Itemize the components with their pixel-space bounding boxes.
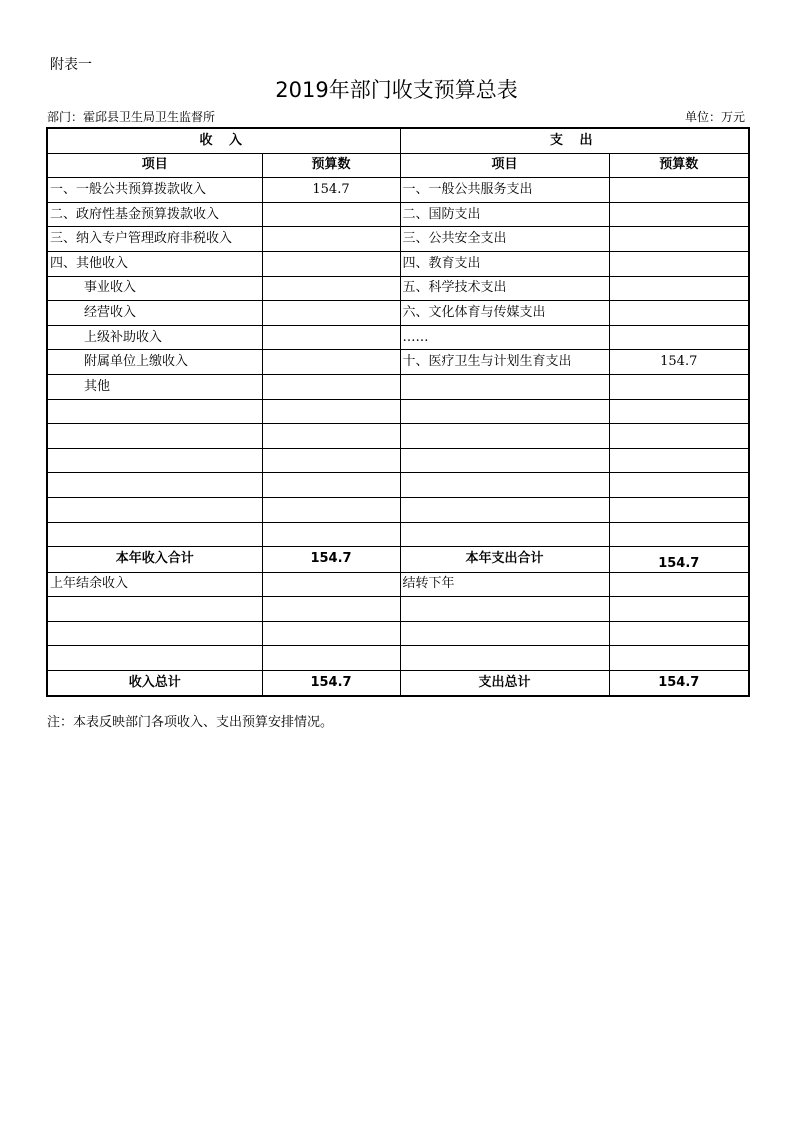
expense-amount-cell <box>609 374 749 399</box>
expense-amount-cell <box>609 424 749 449</box>
expense-amount-cell <box>609 522 749 547</box>
income-item-cell: 一、一般公共预算拨款收入 <box>47 178 262 203</box>
attachment-label: 附表一 <box>50 57 92 73</box>
income-amount-cell <box>262 227 400 252</box>
expense-amount-cell <box>609 497 749 522</box>
table-row <box>47 202 749 227</box>
income-amount-cell <box>262 276 400 301</box>
expense-item-cell <box>400 621 609 646</box>
expense-item-header: 项目 <box>400 153 609 178</box>
expense-amount-cell <box>609 202 749 227</box>
expense-amount-cell: 154.7 <box>609 671 749 696</box>
table-row <box>47 276 749 301</box>
income-item-cell <box>47 646 262 671</box>
expense-amount-cell <box>609 276 749 301</box>
income-item-cell: 上级补助收入 <box>47 325 262 350</box>
income-amount-cell <box>262 621 400 646</box>
income-amount-cell <box>262 374 400 399</box>
table-row <box>47 301 749 326</box>
table-row <box>47 621 749 646</box>
total-row <box>47 547 749 573</box>
table-row <box>47 399 749 424</box>
income-item-cell <box>47 522 262 547</box>
table-row <box>47 424 749 449</box>
income-amount-cell <box>262 448 400 473</box>
expense-amount-cell <box>609 621 749 646</box>
expense-item-cell: 六、文化体育与传媒支出 <box>400 301 609 326</box>
income-item-cell <box>47 473 262 498</box>
expense-amount-header: 预算数 <box>609 153 749 178</box>
unit-label: 单位：万元 <box>684 110 745 124</box>
table-row <box>47 227 749 252</box>
income-item-cell <box>47 497 262 522</box>
expense-item-cell <box>400 597 609 622</box>
income-amount-cell <box>262 597 400 622</box>
expense-amount-cell <box>609 473 749 498</box>
income-item-header: 项目 <box>47 153 262 178</box>
income-item-cell <box>47 621 262 646</box>
expense-amount-cell <box>609 646 749 671</box>
expense-item-cell: 结转下年 <box>400 572 609 597</box>
expense-item-cell <box>400 497 609 522</box>
income-item-cell: 四、其他收入 <box>47 251 262 276</box>
income-amount-cell: 154.7 <box>262 178 400 203</box>
income-amount-cell: 154.7 <box>262 547 400 573</box>
table-row <box>47 325 749 350</box>
expense-item-cell <box>400 399 609 424</box>
income-amount-cell <box>262 399 400 424</box>
income-item-cell <box>47 448 262 473</box>
income-amount-cell <box>262 572 400 597</box>
expense-item-cell: …… <box>400 325 609 350</box>
income-amount-cell <box>262 646 400 671</box>
footnote: 注：本表反映部门各项收入、支出预算安排情况。 <box>47 715 334 730</box>
income-amount-cell <box>262 522 400 547</box>
table-row <box>47 448 749 473</box>
income-item-cell <box>47 424 262 449</box>
expense-item-cell: 一、一般公共服务支出 <box>400 178 609 203</box>
income-item-cell <box>47 399 262 424</box>
income-item-cell: 上年结余收入 <box>47 572 262 597</box>
table-row <box>47 572 749 597</box>
expense-amount-cell <box>609 399 749 424</box>
expense-item-cell: 三、公共安全支出 <box>400 227 609 252</box>
income-item-cell: 其他 <box>47 374 262 399</box>
table-row <box>47 597 749 622</box>
expense-item-cell: 二、国防支出 <box>400 202 609 227</box>
income-amount-cell <box>262 497 400 522</box>
expense-item-cell: 五、科学技术支出 <box>400 276 609 301</box>
income-item-cell <box>47 597 262 622</box>
expense-amount-cell <box>609 251 749 276</box>
table-row <box>47 178 749 203</box>
income-header: 收 入 <box>47 128 400 153</box>
expense-amount-cell <box>609 227 749 252</box>
income-amount-header: 预算数 <box>262 153 400 178</box>
budget-table <box>46 127 750 697</box>
income-amount-cell: 154.7 <box>262 671 400 696</box>
table-row <box>47 350 749 375</box>
expense-amount-cell <box>609 572 749 597</box>
section-header-row <box>47 128 749 153</box>
expense-item-cell <box>400 522 609 547</box>
page-title: 2019年部门收支预算总表 <box>275 78 518 102</box>
income-amount-cell <box>262 473 400 498</box>
department-label: 部门：霍邱县卫生局卫生监督所 <box>47 110 216 124</box>
income-item-cell: 本年收入合计 <box>47 547 262 573</box>
table-row <box>47 374 749 399</box>
income-item-cell: 收入总计 <box>47 671 262 696</box>
expense-item-cell <box>400 374 609 399</box>
expense-item-cell <box>400 473 609 498</box>
income-item-cell: 经营收入 <box>47 301 262 326</box>
expense-amount-cell <box>609 448 749 473</box>
income-item-cell: 二、政府性基金预算拨款收入 <box>47 202 262 227</box>
expense-item-cell: 十、医疗卫生与计划生育支出 <box>400 350 609 375</box>
income-amount-cell <box>262 325 400 350</box>
expense-item-cell: 本年支出合计 <box>400 547 609 573</box>
income-amount-cell <box>262 424 400 449</box>
expense-amount-cell: 154.7 <box>609 547 749 573</box>
expense-amount-cell: 154.7 <box>609 350 749 375</box>
expense-item-cell <box>400 448 609 473</box>
income-amount-cell <box>262 350 400 375</box>
income-amount-cell <box>262 251 400 276</box>
total-row <box>47 671 749 696</box>
column-header-row <box>47 153 749 178</box>
expense-amount-cell <box>609 301 749 326</box>
table-row <box>47 646 749 671</box>
expense-item-cell <box>400 424 609 449</box>
expense-amount-cell <box>609 325 749 350</box>
income-amount-cell <box>262 202 400 227</box>
expense-header: 支 出 <box>400 128 749 153</box>
income-item-cell: 附属单位上缴收入 <box>47 350 262 375</box>
table-row <box>47 473 749 498</box>
income-item-cell: 三、纳入专户管理政府非税收入 <box>47 227 262 252</box>
expense-item-cell: 四、教育支出 <box>400 251 609 276</box>
expense-amount-cell <box>609 597 749 622</box>
table-row <box>47 251 749 276</box>
income-amount-cell <box>262 301 400 326</box>
income-item-cell: 事业收入 <box>47 276 262 301</box>
expense-item-cell: 支出总计 <box>400 671 609 696</box>
expense-item-cell <box>400 646 609 671</box>
expense-amount-cell <box>609 178 749 203</box>
table-row <box>47 522 749 547</box>
table-row <box>47 497 749 522</box>
